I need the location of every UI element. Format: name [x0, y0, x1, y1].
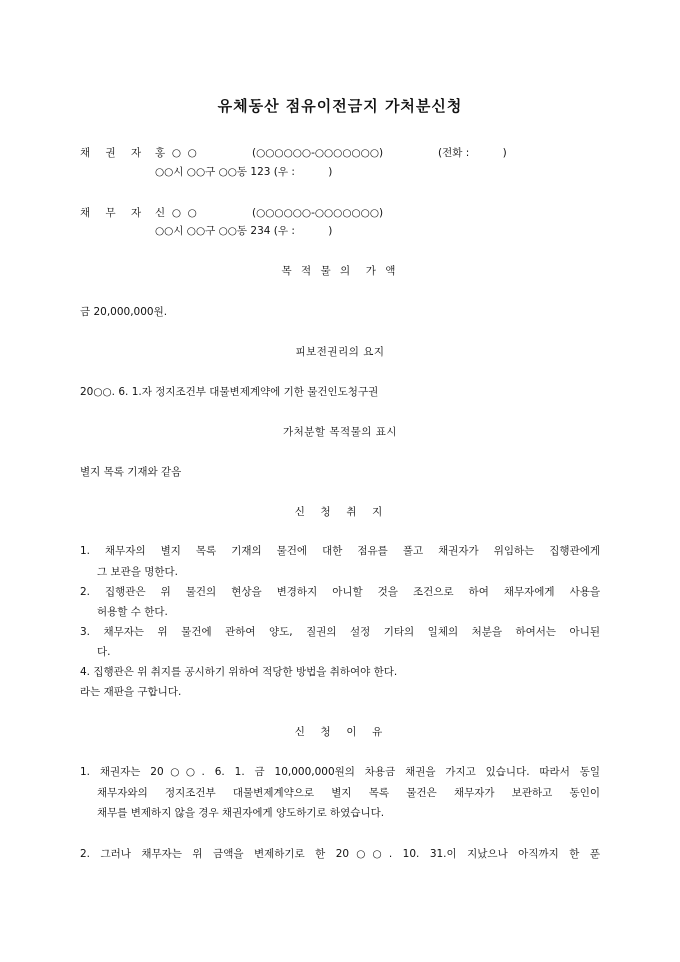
debtor-id: (○○○○○○-○○○○○○○) — [252, 207, 384, 219]
debtor-label: 채 무 자 — [80, 207, 148, 219]
purpose-item-3-line-1: 3. 채무자는 위 물건에 관하여 양도, 질권의 설정 기타의 일체의 처분을 하여서는 아니된 — [80, 626, 600, 638]
object-display-body: 별지 목록 기재와 같음 — [80, 466, 182, 478]
object-value-body: 금 20,000,000원. — [80, 306, 168, 318]
purpose-item-3-line-2: 다. — [97, 646, 111, 658]
creditor-phone: (전화 : ) — [438, 147, 507, 159]
document-title: 유체동산 점유이전금지 가처분신청 — [217, 97, 463, 115]
purpose-heading: 신 청 취 지 — [294, 506, 386, 518]
creditor-label: 채 권 자 — [80, 147, 148, 159]
creditor-address: ○○시 ○○구 ○○동 123 (우 : ) — [155, 166, 333, 178]
debtor-name: 신 ○ ○ — [155, 207, 197, 219]
creditor-name: 홍 ○ ○ — [155, 147, 197, 159]
purpose-item-2-line-2: 허용할 수 한다. — [97, 606, 168, 618]
debtor-address: ○○시 ○○구 ○○동 234 (우 : ) — [155, 225, 333, 237]
protected-right-heading: 피보전권리의 요지 — [295, 346, 385, 358]
purpose-item-1-line-1: 1. 채무자의 별지 목록 기재의 물건에 대한 점유를 풀고 채권자가 위임하는 집행관에게 — [80, 545, 600, 557]
purpose-item-2-line-1: 2. 집행관은 위 물건의 현상을 변경하지 아니할 것을 조건으로 하여 채무자에게 사용을 — [80, 586, 600, 598]
protected-right-body: 20○○. 6. 1.자 정지조건부 대물변제계약에 기한 물건인도청구권 — [80, 386, 379, 398]
reason-heading: 신 청 이 유 — [294, 726, 386, 738]
purpose-closing: 라는 재판을 구합니다. — [80, 686, 182, 698]
reason-item-1-line-2: 채무자와의 정지조건부 대물변제계약으로 별지 목록 물건은 채무자가 보관하고 동인이 — [97, 787, 600, 799]
creditor-id: (○○○○○○-○○○○○○○) — [252, 147, 384, 159]
purpose-item-4-line-1: 4. 집행관은 위 취지를 공시하기 위하여 적당한 방법을 취하여야 한다. — [80, 666, 398, 678]
object-display-heading: 가처분할 목적물의 표시 — [282, 426, 398, 438]
reason-item-1-line-3: 채무를 변제하지 않을 경우 채권자에게 양도하기로 하였습니다. — [97, 807, 385, 819]
reason-item-2-line-1: 2. 그러나 채무자는 위 금액을 변제하기로 한 20○○. 10. 31.이 지났으나 아직까지 한 푼 — [80, 848, 600, 860]
purpose-item-1-line-2: 그 보관을 명한다. — [97, 566, 179, 578]
reason-item-1-line-1: 1. 채권자는 20○○. 6. 1. 금 10,000,000원의 차용금 채권을 가지고 있습니다. 따라서 동일 — [80, 766, 600, 778]
object-value-heading: 목 적 물 의 가 액 — [281, 265, 399, 277]
